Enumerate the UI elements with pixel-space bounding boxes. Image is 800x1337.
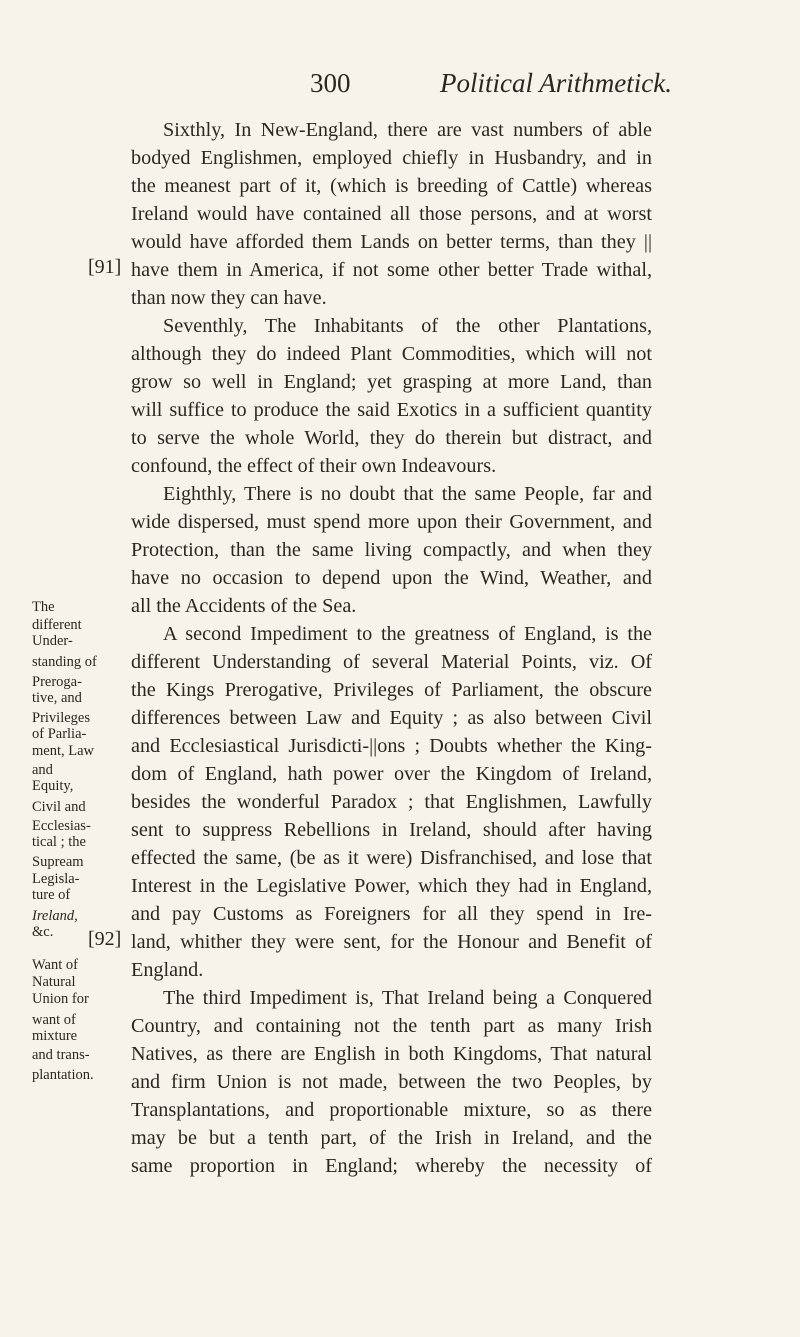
page-number: 300: [310, 68, 351, 98]
text-line: Country, and containing not the tenth part as many Irish: [131, 1015, 652, 1037]
text-line: and Ecclesiastical Jurisdicti-||ons ; Doubts whether the King-: [131, 735, 652, 757]
text-line: different Understanding of several Material Points, viz. Of: [131, 651, 652, 673]
text-line: Interest in the Legislative Power, which they had in England,: [131, 875, 652, 897]
text-line: The third Impediment is, That Ireland being a Conquered: [163, 987, 652, 1009]
book-page: 300 Political Arithmetick. Sixthly, In New-England, there are vast numbers of able bodyed Englishmen, employed chiefly in Husbandry, and in the meanest part of it, (which is breeding of Cattle) whereas Ireland would have contained all those persons, and at worst would have afforded them Lands on better terms, than they || have them in America, if not some other better Trade withal, than now they can have. Seventhly, The Inhabitants of the other Plantations, although they do indeed Plant Commodities, which will not grow so well in England; yet grasping at more Land, than will suffice to produce the said Exotics in a sufficient quantity to serve the whole World, they do therein but distract, and confound, the effect of their own Indeavours. Eighthly, There is no doubt that the same People, far and wide dispersed, must spend more upon their Government, and Protection, than the same living compactly, and when they have no occasion to depend upon the Wind, Weather, and all the Accidents of the Sea. A second Impediment to the greatness of England, is the different Understanding of several Material Points, viz. Of the Kings Prerogative, Privileges of Parliament, the obscure differences between Law and Equity ; as also between Civil and Ecclesiastical Jurisdicti-||ons ; Doubts whether the King- dom of England, hath power over the Kingdom of Ireland, besides the wonderful Paradox ; that Englishmen, Lawfully sent to suppress Rebellions in Ireland, should after having effected the same, (be as it were) Disfranchised, and lose that Interest in the Legislative Power, which they had in England, and pay Customs as Foreigners for all they spend in Ire- land, whither they were sent, for the Honour and Benefit of England. The third Impediment is, That Ireland being a Conquered Country, and containing not the tenth part as many Irish Natives, as there are English in both Kingdoms, That natural and firm Union is not made, between the two Peoples, by Transplantations, and proportionable mixture, so as there may be but a tenth part, of the Irish in Ireland, and the same proportion in England; whereby the necessity of [91] [92] The different Under- standing of Preroga- tive, and Privileges of Parlia- ment, Law and Equity, Civil and Ecclesias- tical ; the Supream Legisla- ture of Ireland, &c. Want of Natural Union for want of mixture and trans- plantation.: [0, 0, 800, 1337]
text-line: same proportion in England; whereby the necessity of: [131, 1155, 652, 1177]
text-line: may be but a tenth part, of the Irish in Ireland, and the: [131, 1127, 652, 1149]
text-line: wide dispersed, must spend more upon their Government, and: [131, 511, 652, 533]
text-line: Natives, as there are English in both Kingdoms, That natural: [131, 1043, 652, 1065]
text-line: effected the same, (be as it were) Disfranchised, and lose that: [131, 847, 652, 869]
text-line: have them in America, if not some other better Trade withal,: [131, 259, 652, 281]
text-line: Eighthly, There is no doubt that the same People, far and: [163, 483, 652, 505]
text-line: have no occasion to depend upon the Wind, Weather, and: [131, 567, 652, 589]
text-line: although they do indeed Plant Commodities, which will not: [131, 343, 652, 365]
text-line: would have afforded them Lands on better terms, than they ||: [131, 231, 652, 253]
text-line: all the Accidents of the Sea.: [131, 595, 357, 617]
text-line: confound, the effect of their own Indeavours.: [131, 455, 497, 477]
text-line: Seventhly, The Inhabitants of the other Plantations,: [163, 315, 652, 337]
text-line: will suffice to produce the said Exotics in a sufficient quantity: [131, 399, 652, 421]
text-line: the Kings Prerogative, Privileges of Parliament, the obscure: [131, 679, 652, 701]
text-line: dom of England, hath power over the Kingdom of Ireland,: [131, 763, 652, 785]
text-line: bodyed Englishmen, employed chiefly in Husbandry, and in: [131, 147, 652, 169]
text-line: and pay Customs as Foreigners for all they spend in Ire-: [131, 903, 652, 925]
text-line: land, whither they were sent, for the Honour and Benefit of: [131, 931, 652, 953]
text-line: besides the wonderful Paradox ; that Englishmen, Lawfully: [131, 791, 652, 813]
text-line: Sixthly, In New-England, there are vast numbers of able: [163, 119, 652, 141]
text-line: differences between Law and Equity ; as also between Civil: [131, 707, 652, 729]
text-line: than now they can have.: [131, 287, 327, 309]
text-line: to serve the whole World, they do therein but distract, and: [131, 427, 652, 449]
text-line: grow so well in England; yet grasping at more Land, than: [131, 371, 652, 393]
text-line: Transplantations, and proportionable mixture, so as there: [131, 1099, 652, 1121]
text-line: England.: [131, 959, 204, 981]
original-page-ref: [92]: [88, 928, 122, 950]
text-line: the meanest part of it, (which is breeding of Cattle) whereas: [131, 175, 652, 197]
text-line: sent to suppress Rebellions in Ireland, should after having: [131, 819, 652, 841]
text-line: Protection, than the same living compactly, and when they: [131, 539, 652, 561]
original-page-ref: [91]: [88, 256, 122, 278]
text-line: and firm Union is not made, between the two Peoples, by: [131, 1071, 652, 1093]
text-line: A second Impediment to the greatness of England, is the: [163, 623, 652, 645]
running-title: Political Arithmetick.: [440, 68, 672, 98]
text-line: Ireland would have contained all those persons, and at worst: [131, 203, 652, 225]
